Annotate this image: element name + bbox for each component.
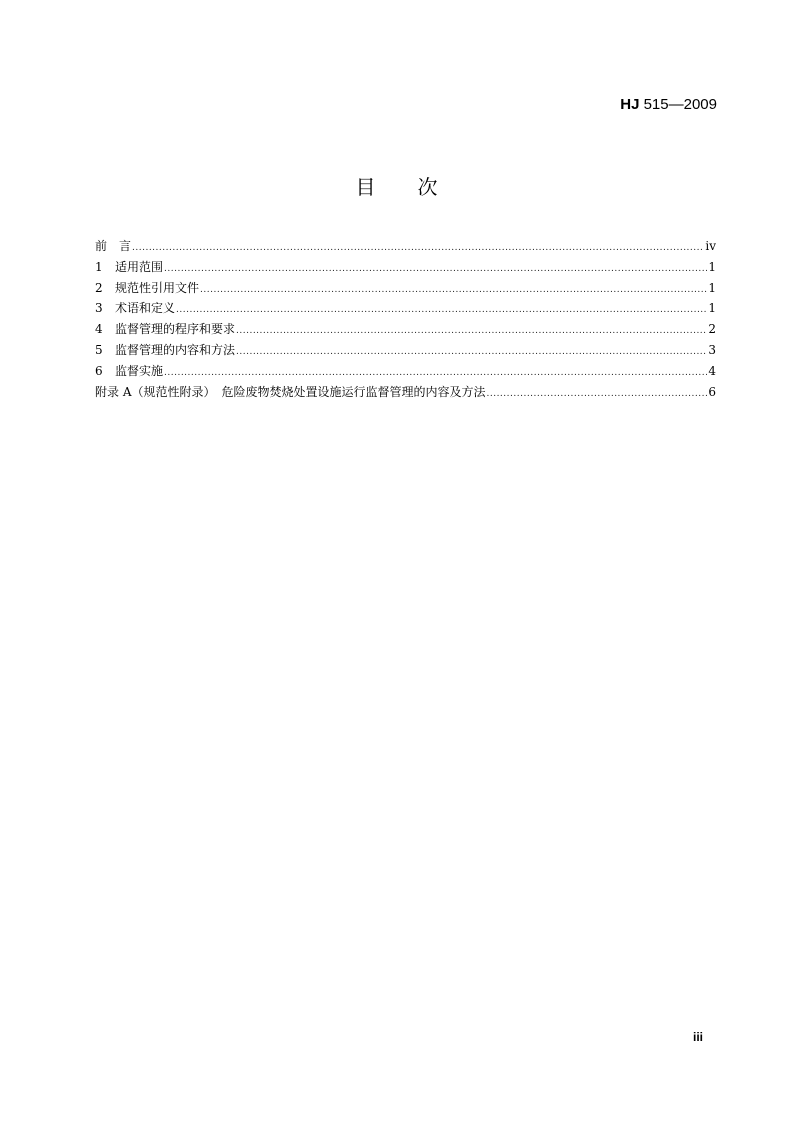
table-of-contents	[95, 236, 716, 402]
toc-entry-page: 2	[708, 322, 716, 337]
toc-entry-title: 监督实施	[115, 363, 164, 378]
toc-entry-page: 3	[708, 342, 716, 357]
toc-entry-title: 前 言	[95, 239, 132, 253]
page-number: iii	[692, 1030, 703, 1044]
toc-entry-page: 1	[708, 280, 716, 295]
toc-entry-title: 术语和定义	[115, 301, 176, 316]
toc-dot-leader	[176, 300, 707, 321]
toc-entry-title: 监督管理的程序和要求	[115, 322, 236, 337]
toc-entry-1[interactable]	[95, 257, 716, 278]
toc-entry-foreword[interactable]	[95, 236, 716, 257]
document-code-number: 515—2009	[639, 96, 717, 113]
toc-dot-leader	[132, 238, 704, 259]
toc-dot-leader	[486, 384, 707, 405]
toc-dot-leader	[200, 280, 707, 301]
toc-entry-title: 监督管理的内容和方法	[115, 342, 236, 357]
toc-entry-page: iv	[705, 239, 716, 253]
toc-heading	[0, 174, 793, 200]
toc-dot-leader	[236, 321, 707, 342]
toc-entry-4[interactable]	[95, 319, 716, 340]
toc-entry-number: 6	[95, 363, 103, 378]
toc-entry-appendix-a[interactable]	[95, 382, 716, 403]
toc-entry-2[interactable]	[95, 278, 716, 299]
document-code-prefix: HJ	[620, 96, 640, 113]
toc-entry-number: 4	[95, 322, 103, 337]
toc-entry-number: 3	[95, 301, 103, 316]
toc-entry-6[interactable]	[95, 361, 716, 382]
toc-entry-page: 1	[708, 301, 716, 316]
toc-entry-page: 4	[708, 363, 716, 378]
toc-dot-leader	[164, 259, 707, 280]
toc-entry-number: 5	[95, 342, 103, 357]
toc-heading-left: 目	[355, 175, 376, 199]
toc-dot-leader	[236, 342, 707, 363]
document-code	[620, 96, 717, 114]
toc-entry-title: 规范性引用文件	[115, 280, 200, 295]
toc-entry-page: 1	[708, 259, 716, 274]
toc-entry-5[interactable]	[95, 340, 716, 361]
toc-heading-right: 次	[417, 175, 438, 199]
toc-entry-title: 附录 A（规范性附录） 危险废物焚烧处置设施运行监督管理的内容及方法	[95, 384, 486, 399]
toc-entry-number: 1	[95, 259, 103, 274]
toc-entry-number: 2	[95, 280, 103, 295]
toc-entry-page: 6	[708, 384, 716, 399]
toc-entry-3[interactable]	[95, 298, 716, 319]
toc-entry-title: 适用范围	[115, 259, 164, 274]
toc-dot-leader	[164, 363, 707, 384]
